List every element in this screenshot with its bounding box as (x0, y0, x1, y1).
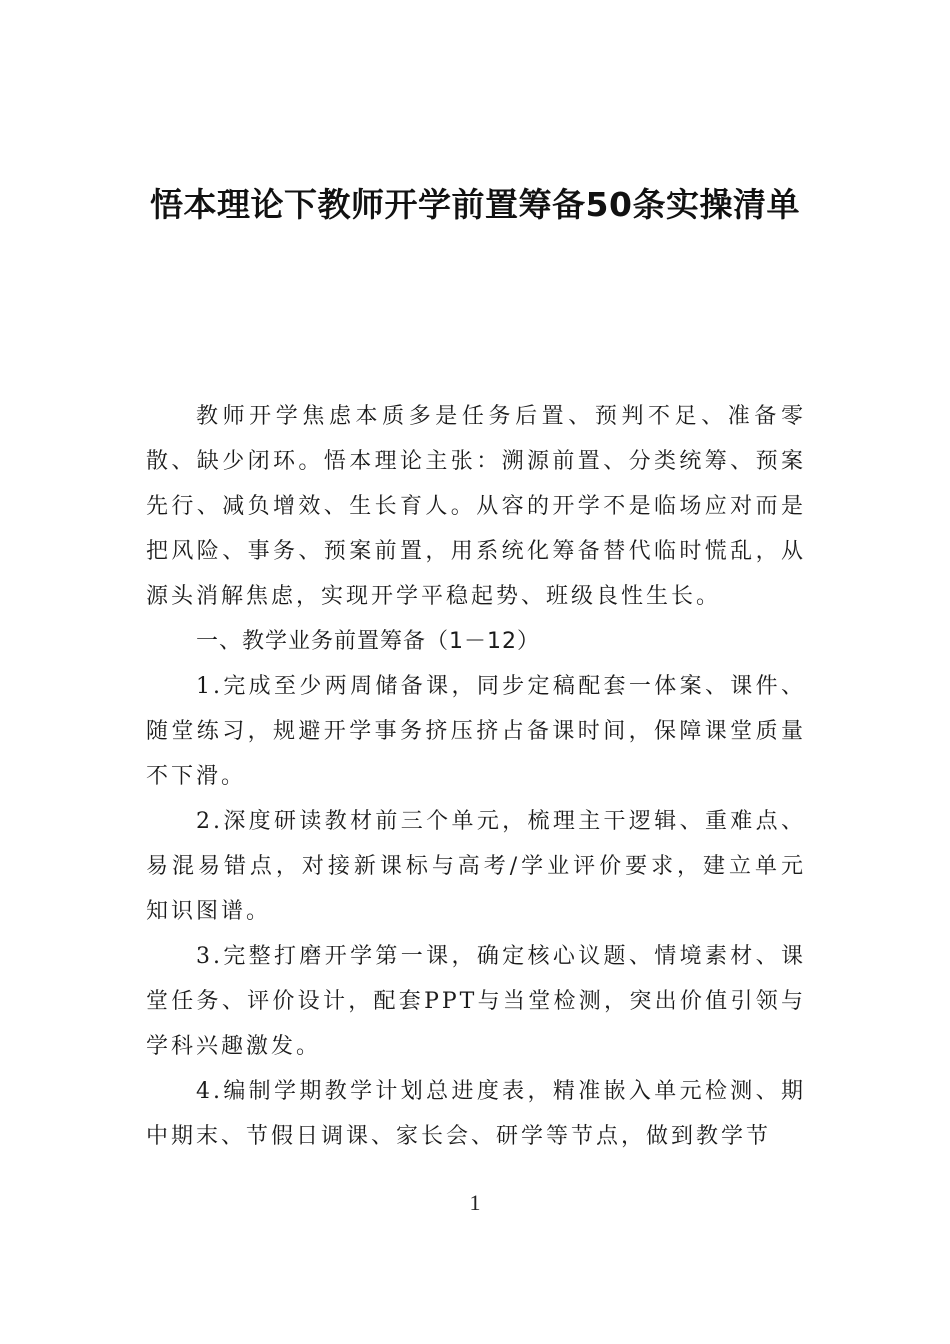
section-heading: 一、教学业务前置筹备（1－12） (196, 629, 540, 654)
document-body (146, 394, 806, 1159)
intro-paragraph: 教师开学焦虑本质多是任务后置、预判不足、准备零散、缺少闭环。悟本理论主张：溯源前置、分类统筹、预案先行、减负增效、生长育人。从容的开学不是临场应对而是把风险、事务、预案前置，用系统化筹备替代临时慌乱，从源头消解焦虑，实现开学平稳起势、班级良性生长。 (146, 404, 806, 609)
list-item: 2.深度研读教材前三个单元，梳理主干逻辑、重难点、易混易错点，对接新课标与高考/学业评价要求，建立单元知识图谱。 (146, 809, 806, 924)
list-item: 3.完整打磨开学第一课，确定核心议题、情境素材、课堂任务、评价设计，配套PPT与当堂检测，突出价值引领与学科兴趣激发。 (146, 944, 806, 1059)
list-item: 1.完成至少两周储备课，同步定稿配套一体案、课件、随堂练习，规避开学事务挤压挤占备课时间，保障课堂质量不下滑。 (146, 674, 806, 789)
list-item: 4.编制学期教学计划总进度表，精准嵌入单元检测、期中期末、节假日调课、家长会、研学等节点，做到教学节 (146, 1079, 806, 1149)
page-number: 1 (469, 1190, 481, 1215)
document-title: 悟本理论下教师开学前置筹备50条实操清单 (150, 185, 800, 224)
